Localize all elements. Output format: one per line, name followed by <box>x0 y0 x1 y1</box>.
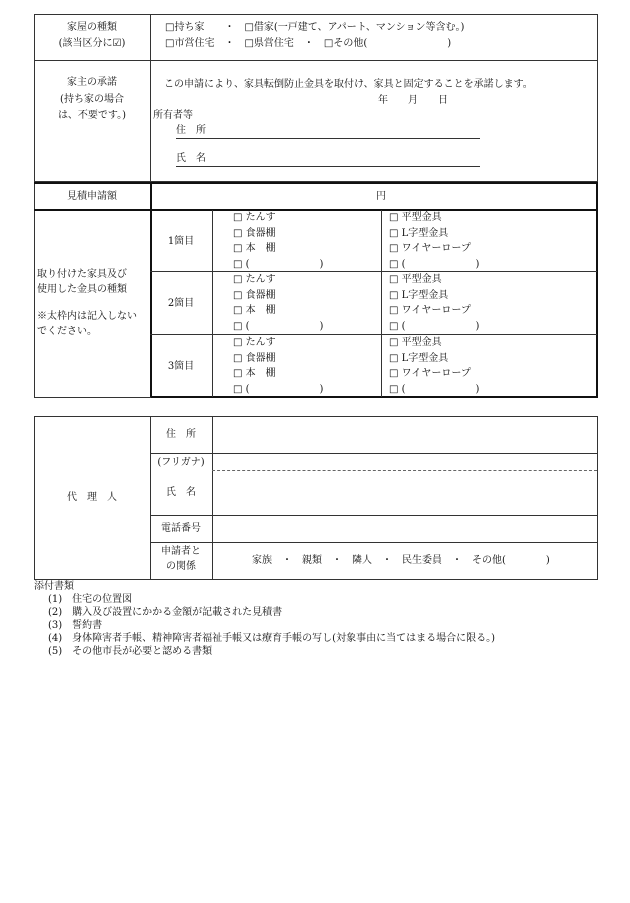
owner-consent-hint2: は、不要です。) <box>57 110 127 121</box>
fitting-type-option[interactable]: □ ワイヤーロープ <box>389 368 471 379</box>
agent-phone-label: 電話番号 <box>161 523 201 534</box>
agent-furigana-label: (フリガナ) <box>157 457 205 468</box>
agent-relation-label-1: 申請者と <box>161 546 201 557</box>
attachment-item: (4) 身体障害者手帳、精神障害者福祉手帳又は療育手帳の写し(対象事由に当てはまる場合に限る。) <box>48 633 495 644</box>
furniture-type-option[interactable]: □ たんす <box>233 274 276 285</box>
owner-consent-text: この申請により、家具転倒防止金具を取付け、家具と固定することを承諾します。 <box>164 79 533 90</box>
attachment-item: (2) 購入及び設置にかかる金額が記載された見積書 <box>48 607 283 618</box>
housing-type-label: 家屋の種類 <box>67 22 117 33</box>
fitting-type-option[interactable]: □ L字型金具 <box>389 352 449 364</box>
owner-name-label: 氏 名 <box>176 153 206 164</box>
agent-relation-options[interactable]: 家族 ・ 親類 ・ 隣人 ・ 民生委員 ・ その他( ) <box>252 555 550 566</box>
furniture-row-label: 2箇目 <box>167 298 195 309</box>
agent-furigana-field[interactable] <box>213 454 596 469</box>
fitting-type-option[interactable]: □ ( ) <box>389 383 480 395</box>
furniture-label-2: 使用した金具の種類 <box>37 284 127 295</box>
agent-relation-label-2: の関係 <box>166 561 196 572</box>
furniture-type-option[interactable]: □ 食器棚 <box>233 289 276 301</box>
housing-type-option-row2[interactable]: □市営住宅 ・ □県営住宅 ・ □その他( ) <box>165 38 452 49</box>
furniture-type-option[interactable]: □ たんす <box>233 337 276 348</box>
fitting-type-option[interactable]: □ L字型金具 <box>389 227 449 239</box>
attachment-item: (3) 誓約書 <box>48 620 103 631</box>
fitting-type-option[interactable]: □ 平型金具 <box>389 212 442 223</box>
furniture-type-option[interactable]: □ ( ) <box>233 320 324 332</box>
owner-holder-label: 所有者等 <box>153 110 193 121</box>
furniture-type-option[interactable]: □ ( ) <box>233 258 324 270</box>
agent-name-field[interactable] <box>213 472 596 514</box>
furniture-row-label: 3箇目 <box>167 361 195 372</box>
agent-address-field[interactable] <box>213 417 596 452</box>
furniture-note-1: ※太枠内は記入しない <box>37 311 137 322</box>
furniture-type-option[interactable]: □ 本 棚 <box>233 305 276 316</box>
owner-consent-label: 家主の承諾 <box>67 77 117 88</box>
housing-type-option-row1[interactable]: □持ち家 ・ □借家(一戸建て、アパート、マンション等含む。) <box>165 22 465 33</box>
attachment-item: (1) 住宅の位置図 <box>48 594 133 605</box>
estimate-unit: 円 <box>376 191 386 202</box>
fitting-type-option[interactable]: □ ( ) <box>389 320 480 332</box>
fitting-type-option[interactable]: □ 平型金具 <box>389 274 442 285</box>
fitting-type-option[interactable]: □ ワイヤーロープ <box>389 305 471 316</box>
fitting-type-option[interactable]: □ L字型金具 <box>389 289 449 301</box>
agent-label: 代 理 人 <box>67 492 117 503</box>
furniture-note-2: でください。 <box>37 326 97 337</box>
furniture-type-option[interactable]: □ たんす <box>233 212 276 223</box>
furniture-row-label: 1箇目 <box>167 236 195 247</box>
fitting-type-option[interactable]: □ ( ) <box>389 258 480 270</box>
furniture-label-1: 取り付けた家具及び <box>37 269 127 280</box>
furniture-type-option[interactable]: □ 食器棚 <box>233 352 276 364</box>
owner-address-field[interactable] <box>176 138 480 139</box>
agent-name-label: 氏 名 <box>166 487 196 498</box>
furniture-type-option[interactable]: □ 食器棚 <box>233 227 276 239</box>
owner-name-field[interactable] <box>176 166 480 167</box>
housing-type-hint: (該当区分に☑) <box>58 38 126 49</box>
attachment-item: (5) その他市長が必要と認める書類 <box>48 646 213 657</box>
owner-consent-hint1: (持ち家の場合 <box>60 94 124 105</box>
furniture-type-option[interactable]: □ 本 棚 <box>233 368 276 379</box>
estimate-label: 見積申請額 <box>67 191 117 202</box>
owner-consent-date[interactable]: 年 月 日 <box>378 95 448 106</box>
fitting-type-option[interactable]: □ ワイヤーロープ <box>389 243 471 254</box>
furniture-type-option[interactable]: □ ( ) <box>233 383 324 395</box>
owner-address-label: 住 所 <box>176 125 206 136</box>
furniture-type-option[interactable]: □ 本 棚 <box>233 243 276 254</box>
fitting-type-option[interactable]: □ 平型金具 <box>389 337 442 348</box>
agent-phone-field[interactable] <box>213 516 596 541</box>
attachments-title: 添付書類 <box>34 581 74 592</box>
agent-address-label: 住 所 <box>166 429 196 440</box>
